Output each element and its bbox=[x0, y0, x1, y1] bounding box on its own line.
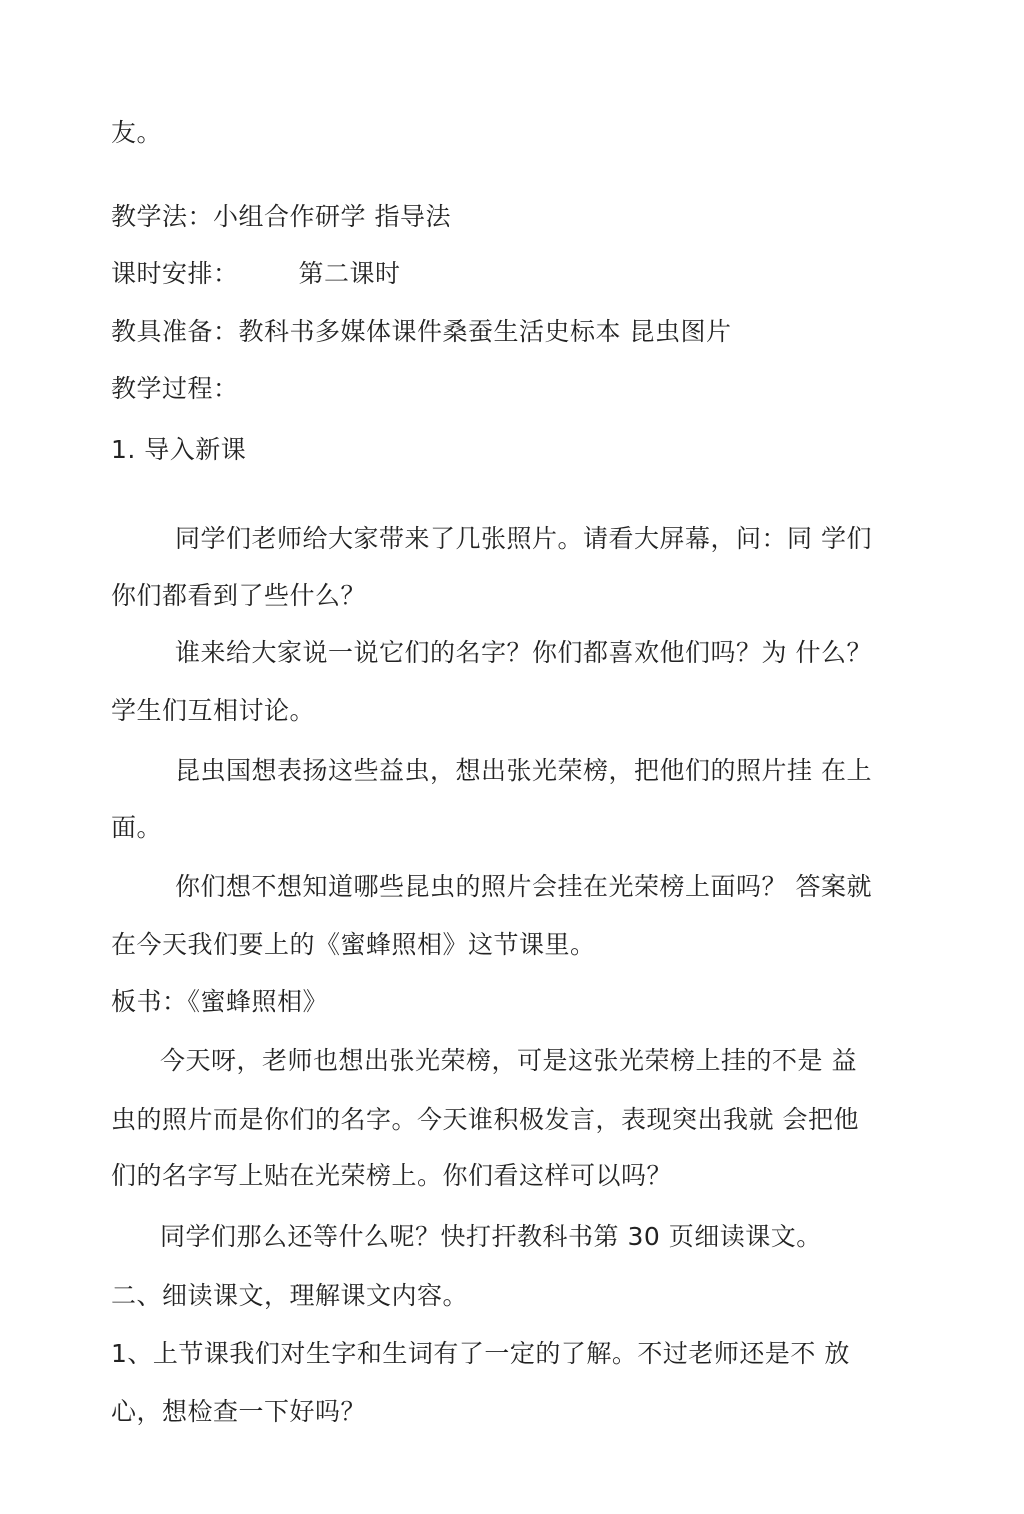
paragraph-line: 你们都看到了些什么？ bbox=[111, 581, 367, 610]
paragraph-line: 你们想不想知道哪些昆虫的照片会挂在光荣榜上面吗？ 答案就 bbox=[175, 872, 872, 901]
paragraph-line: 心，想检查一下好吗？ bbox=[111, 1397, 367, 1426]
paragraph-line: 面。 bbox=[111, 813, 163, 842]
teaching-method-line: 教学法：小组合作研学 指导法 bbox=[111, 202, 451, 231]
schedule-value: 第二课时 bbox=[298, 259, 401, 288]
blackboard-line: 板书：《蜜蜂照相》 bbox=[111, 987, 329, 1016]
materials-line: 教具准备：教科书多媒体课件桑蚕生活史标本 昆虫图片 bbox=[111, 317, 732, 346]
schedule-line bbox=[111, 258, 401, 290]
paragraph-line: 同学们那么还等什么呢？快打扞教科书第 30 页细读课文。 bbox=[160, 1222, 822, 1251]
paragraph-line: 同学们老师给大家带来了几张照片。请看大屏幕，问：同 学们 bbox=[175, 524, 872, 553]
paragraph-line: 们的名字写上贴在光荣榜上。你们看这样可以吗？ bbox=[111, 1161, 673, 1190]
schedule-label: 课时安排： bbox=[111, 259, 239, 288]
paragraph-line: 昆虫国想表扬这些益虫，想出张光荣榜，把他们的照片挂 在上 bbox=[175, 756, 872, 785]
paragraph-line: 谁来给大家说一说它们的名字？你们都喜欢他们吗？为 什么？ bbox=[175, 638, 872, 667]
paragraph-line: 今天呀，老师也想出张光荣榜，可是这张光荣榜上挂的不是 益 bbox=[160, 1046, 857, 1075]
paragraph-line: 虫的照片而是你们的名字。今天谁积极发言，表现突出我就 会把他 bbox=[111, 1105, 859, 1134]
text-line: 友。 bbox=[111, 118, 163, 147]
paragraph-line: 在今天我们要上的《蜜蜂照相》这节课里。 bbox=[111, 930, 596, 959]
process-heading: 教学过程： bbox=[111, 374, 239, 403]
paragraph-line: 学生们互相讨论。 bbox=[111, 696, 316, 725]
paragraph-line: 1、上节课我们对生字和生词有了一定的了解。不过老师还是不 放 bbox=[111, 1339, 850, 1368]
section-heading-2: 二、细读课文，理解课文内容。 bbox=[111, 1281, 469, 1310]
section-heading-1: 1. 导入新课 bbox=[111, 435, 247, 464]
